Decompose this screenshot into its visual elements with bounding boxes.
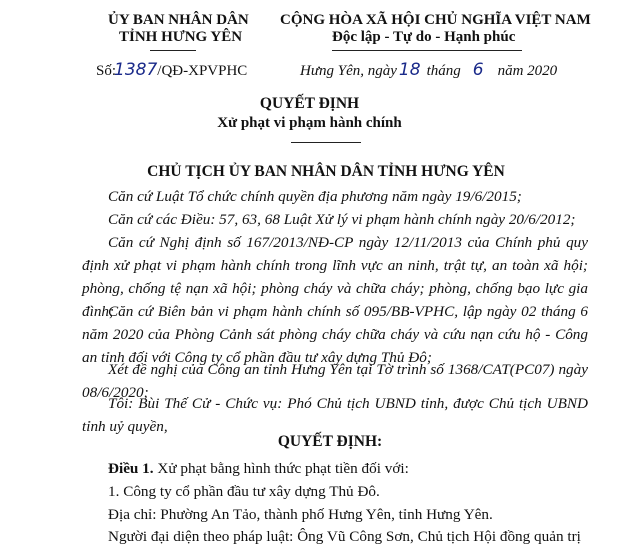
article-1-label: Điều 1. — [108, 460, 154, 477]
basis-3: Căn cứ Nghị định số 167/2013/NĐ-CP ngày 12/11/2013 của Chính phủ quy định xử phạt vi phạm hành chính trong lĩnh vực an ninh, trật tự, an toàn xã hội; phòng, chống tệ nạn xã hội; phòng cháy và chữa cháy; phòng, chống bạo lực gia đình; — [82, 234, 588, 320]
number-prefix: Số: — [96, 63, 117, 79]
basis-6: Tôi: Bùi Thế Cử - Chức vụ: Phó Chủ tịch UBND tỉnh, được Chủ tịch UBND tỉnh uỷ quyền, — [82, 395, 588, 435]
national-motto: Độc lập - Tự do - Hạnh phúc — [332, 29, 516, 45]
line-company: 1. Công ty cổ phần đầu tư xây dựng Thủ Đô. — [108, 483, 380, 500]
title-underline — [291, 142, 361, 143]
line-address: Địa chỉ: Phường An Tảo, thành phố Hưng Yên, tỉnh Hưng Yên. — [108, 506, 493, 523]
issuer-line2: TỈNH HƯNG YÊN — [119, 29, 243, 45]
motto-underline — [332, 50, 522, 51]
number-handwritten: 1387 — [114, 60, 158, 80]
article-1-text: Xử phạt bằng hình thức phạt tiền đối với: — [153, 460, 409, 477]
article-1 — [82, 457, 588, 480]
document-subtitle: Xử phạt vi phạm hành chính — [217, 115, 402, 131]
date-place: Hưng Yên, ngày — [300, 63, 397, 79]
basis-5: Xét đề nghị của Công an tỉnh Hưng Yên tại Tờ trình số 1368/CAT(PC07) ngày 08/6/2020; — [82, 361, 588, 401]
issuer-line1: ỦY BAN NHÂN DÂN — [108, 12, 249, 28]
basis-4: Căn cứ Biên bản vi phạm hành chính số 095/BB-VPHC, lập ngày 02 tháng 6 năm 2020 của Phòng Cảnh sát phòng cháy chữa cháy và cứu nạn cứu hộ - Công an tỉnh đối với Công ty cổ phần đầu tư xây dựng Thủ Đô; — [82, 303, 588, 366]
national-title: CỘNG HÒA XÃ HỘI CHỦ NGHĨA VIỆT NAM — [280, 12, 591, 28]
decision-heading: QUYẾT ĐỊNH: — [277, 433, 383, 450]
authority-heading: CHỦ TỊCH ỦY BAN NHÂN DÂN TỈNH HƯNG YÊN — [147, 163, 505, 180]
date-year: năm 2020 — [497, 63, 558, 79]
number-suffix: /QĐ-XPVPHC — [157, 63, 248, 79]
line-representative: Người đại diện theo pháp luật: Ông Vũ Công Sơn, Chủ tịch Hội đồng quản trị — [108, 528, 581, 545]
place-date — [300, 60, 557, 80]
date-day-handwritten: 18 — [398, 60, 421, 80]
date-month-handwritten: 6 — [472, 60, 484, 80]
basis-2: Căn cứ các Điều: 57, 63, 68 Luật Xử lý vi phạm hành chính ngày 20/6/2012; — [108, 211, 576, 228]
document-title: QUYẾT ĐỊNH — [259, 95, 360, 112]
date-month-label: tháng — [426, 63, 461, 79]
issuer-underline — [150, 50, 196, 51]
basis-1: Căn cứ Luật Tổ chức chính quyền địa phương năm ngày 19/6/2015; — [108, 188, 522, 205]
document-number — [96, 60, 247, 80]
